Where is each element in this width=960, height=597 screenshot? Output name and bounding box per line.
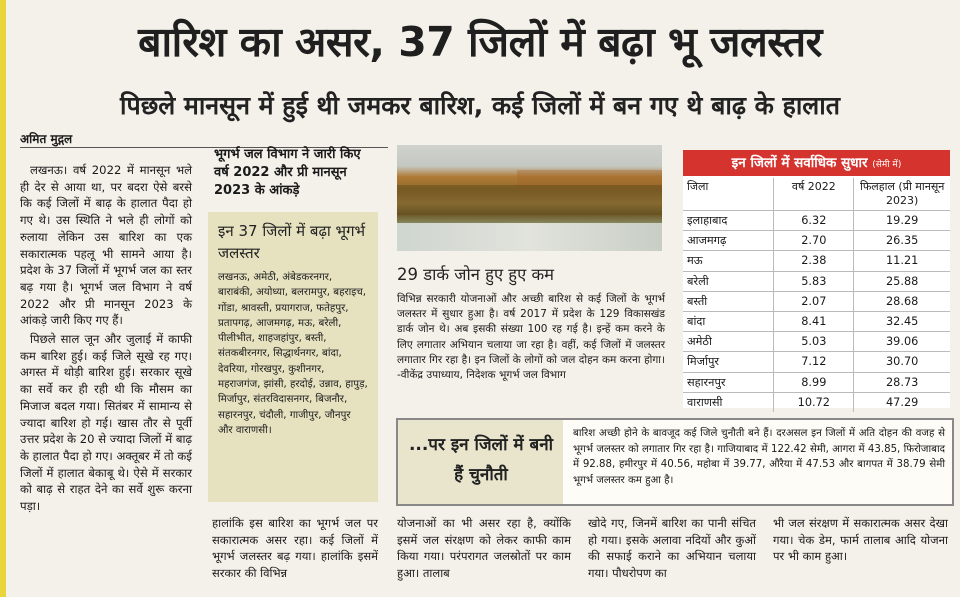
table-title-text: इन जिलों में सर्वाधिक सुधार [731,155,868,171]
table-row [683,352,950,372]
column-header: वर्ष 2022 [774,178,854,211]
bottom-column: योजनाओं का भी असर रहा है, क्योंकि इसमें जल संरक्षण को लेकर काफी काम किया गया। परंपरागत जलस्रोतों पर काम हुआ। तालाब [397,516,571,580]
table-unit: (सेमी में) [872,160,902,170]
column-header: जिला [687,180,709,193]
table-row [683,231,950,251]
paragraph: लखनऊ। वर्ष 2022 में मानसून भले ही देर से आया था, पर बदरा ऐसे बरसे कि कई जिलों में बाढ़ के हालात पैदा हो गए थे। उस स्थिति ने भले ही लोगों को रुलाया लेकिन उस बारिश का एक सकारात्मक पहलू भी सामने आया है। प्रदेश के 37 जिलों में भूगर्भ जल का स्तर बढ़ गया है। भूगर्भ जल विभाग ने वर्ष 2022 और प्री मानसून 2023 के आंकड़े जारी किए गए हैं। [20,163,192,328]
table-body [683,211,950,412]
district-cell: अमेठी [683,332,774,352]
headline: बारिश का असर, 37 जिलों में बढ़ा भू जलस्तर [138,18,822,66]
value-cell: 30.70 [854,352,950,372]
district-list: लखनऊ, अमेठी, अंबेडकरनगर, बाराबंकी, अयोध्या, बलरामपुर, बहराइच, गोंडा, श्रावस्ती, प्रयागराज, फतेहपुर, प्रतापगढ़, आजमगढ़, मऊ, बरेली, पीलीभीत, शाहजहांपुर, बस्ती, संतकबीरनगर, सिद्धार्थनगर, बांदा, देवरिया, गोरखपुर, कुशीनगर, महराजगंज, झांसी, हरदोई, उन्नाव, हापुड़, मिर्जापुर, संतरविदासनगर, बिजनौर, सहारनपुर, चंदौली, गाजीपुर, जौनपुर और वाराणसी। [218,272,368,436]
value-cell: 8.99 [774,372,854,392]
data-table [683,178,950,412]
sidebox-header: भूगर्भ जल विभाग ने जारी किए वर्ष 2022 और प्री मानसून 2023 के आंकड़े [214,147,361,198]
value-cell: 5.03 [774,332,854,352]
district-cell: आजमगढ़ [683,231,774,251]
district-cell: मऊ [683,251,774,271]
table-title [683,150,950,176]
district-list-title: इन 37 जिलों में बढ़ा भूगर्भ जलस्तर [218,222,366,262]
subheadline: पिछले मानसून में हुई थी जमकर बारिश, कई जिलों में बन गए थे बाढ़ के हालात [120,91,840,120]
byline: अमित मुद्गल [20,132,73,146]
value-cell: 19.29 [854,211,950,231]
challenge-title-panel [398,420,563,504]
value-cell: 28.68 [854,291,950,311]
bottom-column: खोदे गए, जिनमें बारिश का पानी संचित हो गया। इसके अलावा नदियों और कुओं की सफाई कराने का अभियान चलाया गया। पौधरोपण का [588,516,756,580]
district-cell: बस्ती [683,291,774,311]
challenge-body: बारिश अच्छी होने के बावजूद कई जिले चुनौती बने हैं। दरअसल इन जिलों में अति दोहन की वजह से भूगर्भ जलस्तर को लगातार गिर रहा है। गाजियाबाद में 122.42 सेमी, आगरा में 43.85, फिरोजाबाद में 92.88, हमीरपुर में 40.56, महोबा में 39.77, औरैया में 47.53 और बागपत में 38.79 सेमी भूगर्भ जलस्तर कम हुआ है। [573,428,945,486]
value-cell: 10.72 [774,392,854,412]
district-cell: मिर्जापुर [683,352,774,372]
district-cell: वाराणसी [683,392,774,412]
improvement-table [683,150,950,408]
value-cell: 6.32 [774,211,854,231]
paragraph: पिछले साल जून और जुलाई में काफी कम बारिश हुई। कई जिले सूखे रह गए। अगस्त में थोड़ी बारिश हुई। सरकार सूखे का सर्वे कर ही रही थी कि मौसम का मिजाज बदल गया। सितंबर में सामान्य से ज्यादा बारिश हो गई। खास तौर से पूर्वी उत्तर प्रदेश के 20 से ज्यादा जिलों में बाढ़ के हालात पैदा हो गए। अक्तूबर में तो कई जिलों में हालात बेकाबू थे। ऐसे में सरकार को बाढ़ से राहत देने का सर्वे शुरू करना पड़ा। [20,332,192,514]
bottom-column: हालांकि इस बारिश का भूगर्भ जल पर सकारात्मक असर रहा। कई जिलों में भूगर्भ जलस्तर बढ़ गया। हालांकि इसमें सरकार की विभिन्न [212,516,378,580]
district-list-box [208,212,378,502]
value-cell: 25.88 [854,271,950,291]
photo-detail [397,185,662,215]
table-row [683,291,950,311]
value-cell: 8.41 [774,311,854,331]
table-row [683,332,950,352]
challenge-box [396,418,954,506]
dark-zone-body: विभिन्न सरकारी योजनाओं और अच्छी बारिश से कई जिलों के भूगर्भ जलस्तर में सुधार हुआ है। वर्ष 2017 में प्रदेश के 129 विकासखंड डार्क जोन थे। अब इसकी संख्या 100 रह गई है। इन्हें कम करने के लिए लगातार अभियान चलाया जा रहा है। वहीं, कई जिलों में जलस्तर लगातार गिर रहा है। इन जिलों के लोगों को जल दोहन कम करना होगा। -वीकेंद्र उपाध्याय, निदेशक भूगर्भ जल विभाग [397,293,665,382]
value-cell: 5.83 [774,271,854,291]
table-row [683,211,950,231]
challenge-title: ...पर इन जिलों में बनी हैं चुनौती [408,435,554,485]
value-cell: 26.35 [854,231,950,251]
district-cell: इलाहाबाद [683,211,774,231]
district-cell: बरेली [683,271,774,291]
value-cell: 2.07 [774,291,854,311]
article-left-column [20,162,192,517]
value-cell: 39.06 [854,332,950,352]
column-header: फिलहाल (प्री मानसून 2023) [854,178,950,211]
table-row [683,271,950,291]
field-photo [397,145,662,251]
value-cell: 7.12 [774,352,854,372]
table-row [683,372,950,392]
value-cell: 28.73 [854,372,950,392]
bottom-column: भी जल संरक्षण में सकारात्मक असर देखा गया। चेक डेम, फार्म तालाब आदि योजना पर भी काम हुआ। [773,516,948,563]
photo-water [397,223,662,251]
value-cell: 32.45 [854,311,950,331]
value-cell: 47.29 [854,392,950,412]
district-cell: बांदा [683,311,774,331]
table-row [683,251,950,271]
table-row [683,392,950,412]
value-cell: 11.21 [854,251,950,271]
table-row [683,311,950,331]
district-cell: सहारनपुर [683,372,774,392]
value-cell: 2.38 [774,251,854,271]
dark-zone-title: 29 डार्क जोन हुए हुए कम [397,265,554,284]
value-cell: 2.70 [774,231,854,251]
